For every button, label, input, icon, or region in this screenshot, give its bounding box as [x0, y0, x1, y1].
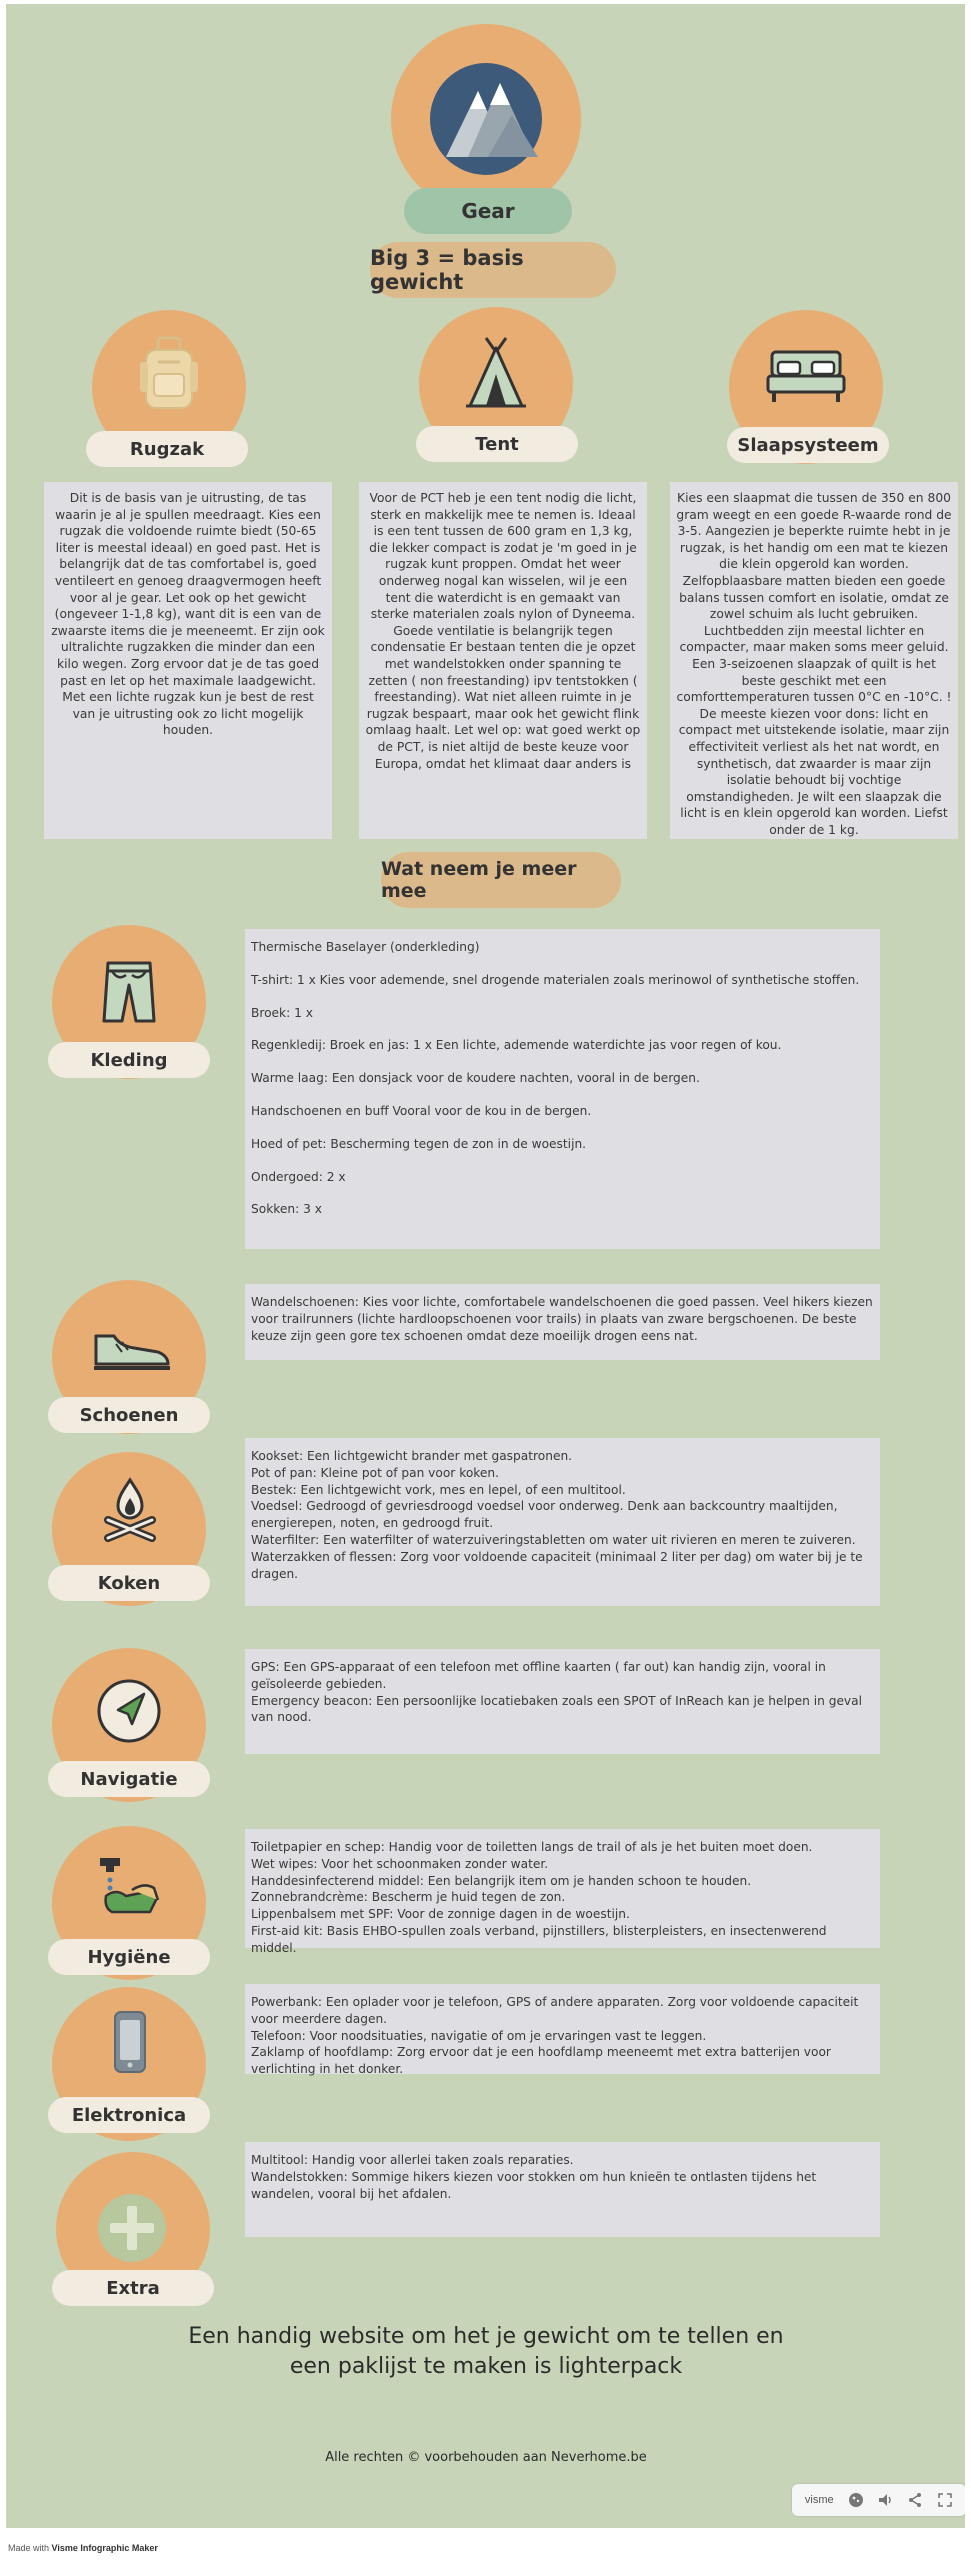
hygiene-line-6: First-aid kit: Basis EHBO-spullen zoals verband, pijnstillers, blisterpleisters, en insectenwerend middel.	[251, 1923, 827, 1955]
koken-line-1: Kookset: Een lichtgewicht brander met gaspatronen.	[251, 1449, 573, 1463]
handwash-icon	[92, 1852, 164, 1918]
closing-text: Een handig website om het je gewicht om te tellen en een paklijst te maken is lighterpack	[188, 2324, 784, 2379]
shoe-icon	[90, 1328, 172, 1372]
section-title-more: Wat neem je meer mee	[381, 852, 621, 908]
share-icon[interactable]	[907, 2492, 923, 2508]
subtitle-pill: Big 3 = basis gewicht	[370, 242, 616, 298]
kleding-line-2: T-shirt: 1 x Kies voor ademende, snel drogende materialen zoals merinowol of synthetische stoffen.	[251, 972, 860, 987]
hygiene-line-4: Zonnebrandcrème: Bescherm je huid tegen de zon.	[251, 1890, 566, 1905]
category-label-schoenen: Schoenen	[48, 1397, 210, 1433]
category-label-koken: Koken	[48, 1565, 210, 1601]
koken-line-6: Waterzakken of flessen: Zorg voor voldoende capaciteit (minimaal 2 liter per dag) om water bij je te dragen.	[251, 1549, 863, 1581]
big3-text-tent: Voor de PCT heb je een tent nodig die licht, sterk en makkelijk mee te nemen is. Ideaal is een tent tussen de 600 gram en 1,3 kg, die lekker compact is zodat je 'm goed in je rugzak kunt proppen. Omdat het weer onderweg nogal kan wisselen, wil je een tent die waterdicht is en gemaakt van sterke materialen zoals nylon of Dyneema. Goede ventilatie is belangrijk tegen condensatie Er bestaan tenten die je opzet met wandelstokken onder spanning te zetten ( non freestanding) ipv tentstokken ( freestanding). Wat niet alleen ruimte in je rugzak bespaart, maar ook het gewicht flink omlaag haalt. Let wel op: wat goed werkt op de PCT, is niet altijd de beste keuze voor Europa, omdat het klimaat daar anders is	[359, 482, 647, 839]
koken-line-2: Pot of pan: Kleine pot of pan voor koken.	[251, 1465, 499, 1480]
hygiene-line-2: Wet wipes: Voor het schoonmaken zonder water.	[251, 1856, 549, 1871]
made-with-text: Made with	[8, 2543, 50, 2553]
kleding-line-6: Handschoenen en buff Vooral voor de kou in de bergen.	[251, 1103, 592, 1118]
hygiene-line-5: Lippenbalsem met SPF: Voor de zonnige dagen in de woestijn.	[251, 1907, 630, 1922]
tent-icon	[464, 334, 528, 410]
kleding-line-5: Warme laag: Een donsjack voor de koudere nachten, vooral in de bergen.	[251, 1071, 700, 1086]
category-text-koken	[245, 1438, 880, 1606]
category-text-kleding	[245, 929, 880, 1249]
campfire-icon	[102, 1476, 158, 1542]
elektronica-line-1: Powerbank: Een oplader voor je telefoon, GPS of andere apparaten. Zorg voor voldoende capaciteit voor meerdere dagen.	[251, 1995, 859, 2026]
cookie-icon[interactable]	[848, 2492, 864, 2508]
category-text-extra	[245, 2142, 880, 2237]
category-label-extra: Extra	[52, 2270, 214, 2306]
category-text-navigatie	[245, 1649, 880, 1754]
category-label-hygiene: Hygiëne	[48, 1939, 210, 1975]
pants-icon	[102, 959, 156, 1025]
kleding-line-4: Regenkledij: Broek en jas: 1 x Een lichte, ademende waterdichte jas voor regen of kou.	[251, 1038, 782, 1053]
hygiene-line-1: Toiletpapier en schep: Handig voor de toiletten langs de trail of als je het buiten moet doen.	[251, 1840, 813, 1854]
infographic-canvas	[6, 4, 965, 2528]
extra-line-2: Wandelstokken: Sommige hikers kiezen voor stokken om hun knieën te ontlasten tijdens het wandelen, vooral bij het afdalen.	[251, 2169, 817, 2201]
koken-line-3: Bestek: Een lichtgewicht vork, mes en lepel, of een multitool.	[251, 1482, 626, 1497]
big3-text-slaapsysteem: Kies een slaapmat die tussen de 350 en 800 gram weegt en een goede R-waarde rond de 3-5. Aangezien je beperkte ruimte hebt in je rugzak, is het handig om een mat te kiezen die klein opgerold kan worden. Zelfopblaasbare matten bieden een goede balans tussen comfort en isolatie, omdat ze zowel schuim als lucht gebruiken. Luchtbedden zijn meestal lichter en compacter, maar maken soms meer geluid. Een 3-seizoenen slaapzak of quilt is het beste geschikt met een comforttemperaturen tussen 0°C en -10°C. ! De meeste kiezen voor dons: licht en compact met uitstekende isolatie, maar zijn effectiviteit verliest als het nat wordt, en synthetisch, dat zwaarder is maar zijn isolatie behoudt bij vochtige omstandigheden. Je wilt een slaapzak die licht is en klein opgerold kan worden. Liefst onder de 1 kg.	[670, 482, 958, 839]
kleding-line-8: Ondergoed: 2 x	[251, 1169, 346, 1184]
extra-line-1: Multitool: Handig voor allerlei taken zoals reparaties.	[251, 2153, 574, 2167]
koken-line-5: Waterfilter: Een waterfilter of waterzuiveringstabletten om water uit rivieren en meren te zuiveren.	[251, 1532, 856, 1547]
big3-label-rugzak: Rugzak	[86, 431, 248, 467]
kleding-line-7: Hoed of pet: Bescherming tegen de zon in de woestijn.	[251, 1136, 587, 1151]
category-label-navigatie: Navigatie	[48, 1761, 210, 1797]
copyright-text: Alle rechten © voorbehouden aan Neverhome.be	[325, 2450, 647, 2465]
bed-icon	[766, 350, 846, 406]
player-controls	[792, 2484, 965, 2516]
category-text-schoenen	[245, 1284, 880, 1360]
page-footer	[0, 2536, 971, 2560]
koken-line-4: Voedsel: Gedroogd of gevriesdroogd voedsel voor onderweg. Denk aan backcountry maaltijden, energierepen, noten, en gedroogd fruit.	[251, 1499, 838, 1531]
fullscreen-icon[interactable]	[937, 2492, 953, 2508]
visme-logo[interactable]: visme	[804, 2494, 834, 2506]
category-label-elektronica: Elektronica	[48, 2097, 210, 2133]
navigatie-line-2: Emergency beacon: Een persoonlijke locatiebaken zoals een SPOT of InReach kan je helpen in geval van nood.	[251, 1693, 863, 1725]
compass-icon	[96, 1678, 162, 1744]
kleding-line-3: Broek: 1 x	[251, 1005, 313, 1020]
hygiene-line-3: Handdesinfecterend middel: Een belangrijk item om je handen schoon te houden.	[251, 1873, 752, 1888]
kleding-line-1: Thermische Baselayer (onderkleding)	[251, 940, 480, 954]
big3-text-rugzak: Dit is de basis van je uitrusting, de tas waarin je al je spullen meedraagt. Kies een rugzak die voldoende ruimte biedt (50-65 liter is meestal ideaal) en goed past. Het is belangrijk dat de tas comfortabel is, goed ventileert en genoeg draagvermogen heeft voor al je gear. Let ook op het gewicht (ongeveer 1-1,8 kg), want dit is een van de zwaarste items die je meeneemt. Er zijn ook ultralichte rugzakken die minder dan een kilo wegen. Zorg ervoor dat je de tas goed past en let op het maximale laadgewicht. Met een lichte rugzak kun je best de rest van je uitrusting ook zo licht mogelijk houden.	[44, 482, 332, 839]
category-text-elektronica	[245, 1984, 880, 2077]
page-title: Gear	[404, 188, 572, 234]
sound-icon[interactable]	[877, 2492, 893, 2508]
kleding-line-9: Sokken: 3 x	[251, 1202, 322, 1217]
visme-brand-link[interactable]: Visme Infographic Maker	[51, 2543, 158, 2553]
big3-label-tent: Tent	[416, 426, 578, 462]
phone-icon	[112, 2009, 148, 2075]
navigatie-line-1: GPS: Een GPS-apparaat of een telefoon met offline kaarten ( far out) kan handig zijn, vooral in geïsoleerde gebieden.	[251, 1660, 826, 1691]
elektronica-line-2: Telefoon: Voor noodsituaties, navigatie of om je ervaringen vast te leggen.	[251, 2028, 707, 2043]
schoenen-line-1: Wandelschoenen: Kies voor lichte, comfortabele wandelschoenen die goed passen. Veel hikers kiezen voor trailrunners (lichte hardloopschoenen voor trails) in plaats van zware bergschoenen. De beste keuze zijn geen gore tex schoenen omdat deze moeilijk drogen eens nat.	[251, 1295, 873, 1343]
elektronica-line-3: Zaklamp of hoofdlamp: Zorg ervoor dat je een hoofdlamp meeneemt met extra batterijen voor verlichting in het donker.	[251, 2045, 831, 2077]
category-label-kleding: Kleding	[48, 1042, 210, 1078]
backpack-icon	[138, 336, 200, 414]
plus-icon	[96, 2192, 168, 2264]
category-text-hygiene	[245, 1829, 880, 1955]
mountain-icon	[428, 61, 544, 177]
big3-label-slaapsysteem: Slaapsysteem	[727, 427, 889, 463]
